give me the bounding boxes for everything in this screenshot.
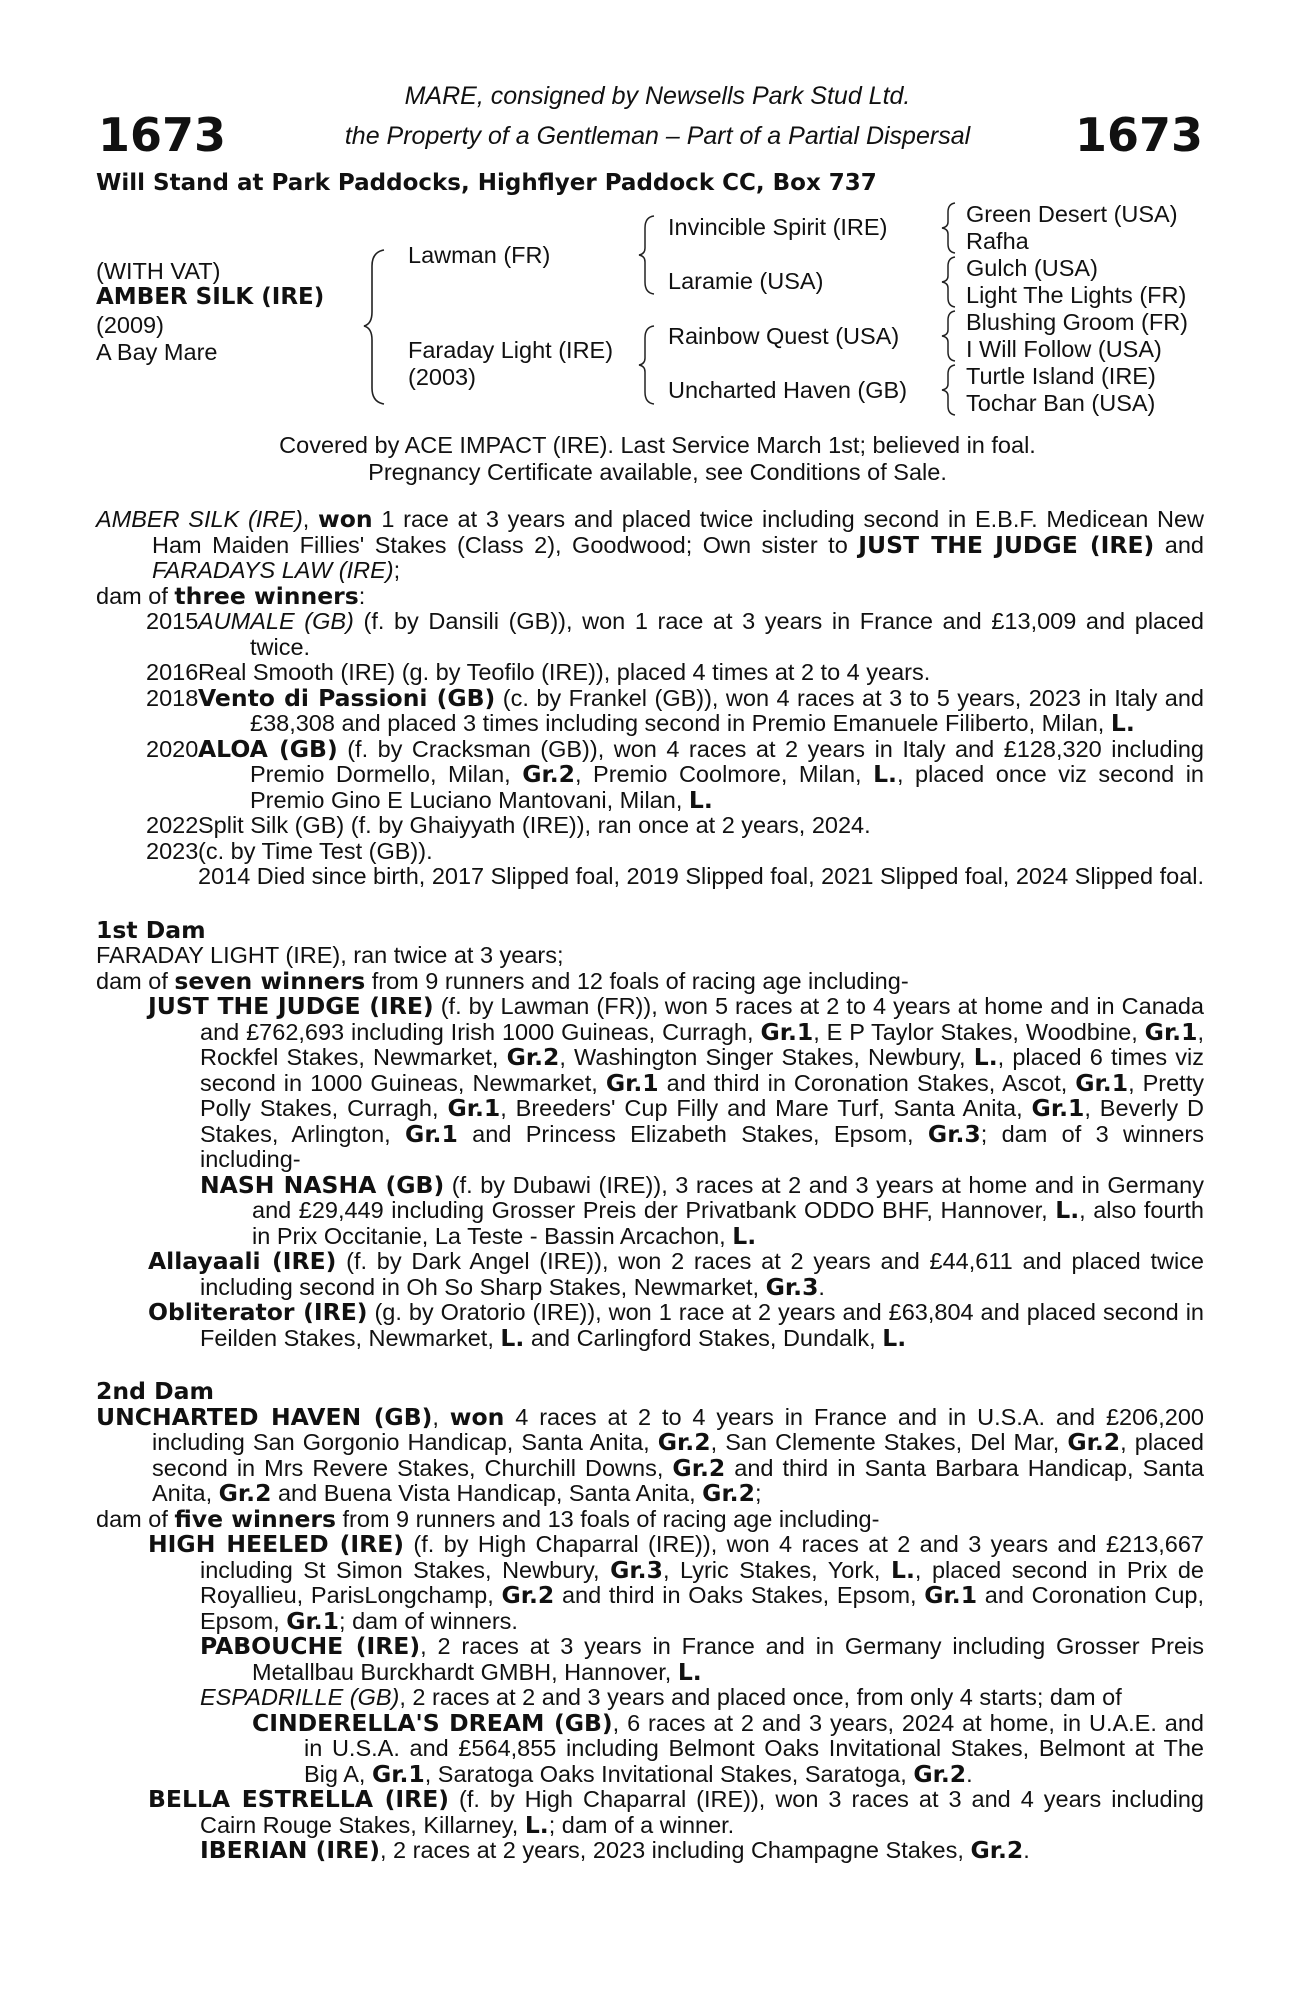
stand-location: Will Stand at Park Paddocks, Highflyer Paddock CC, Box 737 [96,170,877,196]
dam-dam: Uncharted Haven (GB) [668,377,908,403]
grade: Gr.2 [1067,1428,1121,1456]
offspring-text: , Breeders' Cup Filly and Mare Turf, Santa Anita, [500,1095,1032,1121]
dam-sire: Rainbow Quest (USA) [668,323,900,349]
grade: Gr.1 [447,1094,501,1122]
offspring-text: (f. by High Chaparral (IRE)), won 4 races at 2 and 3 years and £213,667 including St Simon Stakes, Newbury, [200,1531,1204,1583]
property-line: the Property of a Gentleman – Part of a Partial Dispersal [344,122,971,150]
progeny-year: 2020 [146,735,199,762]
offspring-text: and Coronation Cup, Epsom, [200,1582,1204,1634]
offspring-text: , 2 races at 3 years in France and in Germany including Grosser Preis Metallbau Burckhardt GMBH, Hannover, [252,1633,1205,1685]
progeny-name: ALOA (GB) [198,734,338,763]
offspring-text: , Rockfel Stakes, Newmarket, [200,1018,1204,1070]
progeny-name: Vento di Passioni (GB) [198,683,496,712]
offspring-text: , Pretty Polly Stakes, Curragh, [200,1069,1204,1121]
consignor-line: MARE, consigned by Newsells Park Stud Ltd. [404,82,911,110]
pedigree-brace-dam [636,322,658,408]
offspring-text: , Beverly D Stakes, Arlington, [200,1095,1205,1147]
dam-of-winners: three winners [174,581,359,610]
progeny-name: Split Silk (GB) [198,812,345,838]
grade: Gr.3 [765,1272,819,1301]
grade: Gr.2 [657,1428,711,1456]
pedigree-brace-ss [940,200,958,256]
progeny-year: 2016 [146,659,199,685]
offspring-text: , E P Taylor Stakes, Woodbine, [813,1018,1145,1045]
progeny-grade: Gr.2 [522,760,575,788]
progeny-desc: (c. by Frankel (GB)), won 4 races at 3 to 5 years, 2023 in Italy and £38,308 and placed 3 times including second in Premio Emanuele Filiberto, Milan, [250,684,1205,736]
sire: Lawman (FR) [408,242,551,268]
offspring-just-the-judge [96,994,1204,1173]
offspring-text: and third in Coronation Stakes, Ascot, [658,1069,1076,1096]
dam-year: (2003) [408,364,476,390]
dam-of-label: dam of [96,582,175,609]
covered-line-1: Covered by ACE IMPACT (IRE). Last Service March 1st; believed in foal. [279,432,1036,458]
dam: Faraday Light (IRE) [408,337,614,363]
progeny-desc: (g. by Teofilo (IRE)), placed 4 times at 2 to 4 years. [395,659,931,685]
progeny-grade: L. [688,785,713,814]
progeny-desc: , Premio Coolmore, Milan, [575,761,874,787]
ddd: Tochar Ban (USA) [966,390,1156,416]
offspring-text: . [966,1760,973,1787]
offspring-text: , Lyric Stakes, York, [662,1556,891,1583]
intro-name: AMBER SILK (IRE) [96,506,303,532]
grade: L. [882,1323,907,1352]
grade: L. [890,1555,915,1584]
progeny-text [198,839,1204,865]
dam-of-colon: : [358,582,366,609]
grade: Gr.1 [286,1606,340,1635]
progeny-name: Real Smooth (IRE) [198,659,396,685]
offspring-text: ; dam of winners. [339,1607,518,1634]
offspring-name: BELLA ESTRELLA (IRE) [148,1785,450,1813]
sss: Green Desert (USA) [966,201,1178,227]
sdd: Light The Lights (FR) [966,282,1187,308]
offspring-nash-nasha [96,1170,1204,1250]
progeny-desc: (f. by Cracksman (GB)), won 4 races at 2 years in Italy and £128,320 including Premio Dormello, Milan, [250,735,1204,787]
offspring-name: NASH NASHA (GB) [200,1170,445,1199]
progeny-text [198,813,1204,839]
progeny-desc: (f. by Ghaiyyath (IRE)), ran once at 2 years, 2024. [344,812,871,838]
dss: Blushing Groom (FR) [966,309,1188,335]
pedigree-brace-sd [940,254,958,310]
first-dam-heading: 1st Dam [96,915,206,944]
offspring-espadrille [96,1685,1204,1711]
progeny-note-spacer [96,864,198,890]
offspring-allayaali [96,1249,1204,1300]
offspring-text: (f. by Dubawi (IRE)), 3 races at 2 and 3 years at home and in Germany and £29,449 including Grosser Preis der Privatbank ODDO BHF, Hannover, [252,1171,1204,1223]
offspring-name: IBERIAN (IRE) [200,1836,380,1864]
progeny-row [96,660,1204,686]
progeny-row [96,839,1204,865]
grade: Gr.2 [218,1479,272,1507]
dam-of-winners: five winners [174,1504,336,1533]
grade: Gr.2 [970,1836,1024,1864]
progeny-grade: L. [1110,709,1135,737]
horse-name: AMBER SILK (IRE) [96,284,325,310]
progeny-note: 2014 Died since birth, 2017 Slipped foal, 2019 Slipped foal, 2021 Slipped foal, 2024 Slipped foal. [198,863,1205,889]
offspring-high-heeled [96,1532,1204,1634]
grade: Gr.1 [605,1068,659,1097]
intro-sister-1: JUST THE JUDGE (IRE) [858,530,1155,559]
second-dam-name: UNCHARTED HAVEN (GB) [96,1402,433,1431]
offspring-text: and Carlingford Stakes, Dundalk, [524,1324,883,1351]
offspring-name: Obliterator (IRE) [148,1298,368,1326]
second-dam-text: and Buena Vista Handicap, Santa Anita, [271,1480,703,1506]
second-dam-text: , placed second in Mrs Revere Stakes, Churchill Downs, [152,1429,1204,1481]
sire-sire: Invincible Spirit (IRE) [668,214,888,240]
offspring-text: , Washington Singer Stakes, Newbury, [559,1044,974,1070]
grade: Gr.1 [371,1759,425,1788]
offspring-text: , 2 races at 2 years, 2023 including Champagne Stakes, [379,1837,971,1863]
catalogue-body [96,507,1204,1864]
second-dam-text: , San Clemente Stakes, Del Mar, [710,1429,1068,1455]
dam-of-line [96,581,1204,610]
grade: Gr.1 [760,1017,814,1046]
second-dam-text: ; [754,1480,762,1506]
offspring-text: , 6 races at 2 and 3 years, 2024 at home, in U.A.E. and in U.S.A. and £564,855 including Belmont Oaks Invitational Stakes, Belmont at The Big A, [304,1709,1204,1787]
offspring-text: , placed second in Prix de Royallieu, ParisLongchamp, [200,1556,1205,1608]
progeny-text [198,609,1204,660]
offspring-text: . [1023,1837,1030,1863]
offspring-text: (f. by Lawman (FR)), won 5 races at 2 to 4 years at home and in Canada and £762,693 including Irish 1000 Guineas, Curragh, [200,993,1204,1045]
grade: L. [732,1221,757,1250]
grade: Gr.3 [610,1555,663,1584]
offspring-name: HIGH HEELED (IRE) [148,1530,405,1558]
offspring-text: , Saratoga Oaks Invitational Stakes, Saratoga, [424,1760,914,1787]
first-dam-produce [96,966,1204,995]
progeny-desc: (f. by Dansili (GB)), won 1 race at 3 years in France and £13,009 and placed twice. [250,608,1204,660]
grade: Gr.2 [672,1453,726,1482]
second-dam-heading: 2nd Dam [96,1377,214,1405]
second-dam-produce [96,1504,1204,1533]
grade: L. [524,1810,549,1839]
offspring-text: (f. by High Chaparral (IRE)), won 3 races at 3 and 4 years including Cairn Rouge Stakes, Killarney, [200,1786,1204,1838]
progeny-desc: (c. by Time Test (GB)). [198,837,433,864]
dsd: I Will Follow (USA) [966,336,1162,362]
lot-number-right: 1673 [1074,108,1203,162]
intro-sister-2: FARADAYS LAW (IRE) [152,557,394,583]
grade: L. [500,1323,525,1352]
progeny-desc: , placed once viz second in Premio Gino E Luciano Mantovani, Milan, [250,761,1204,813]
offspring-cinderellas-dream [96,1708,1204,1788]
horse-year: (2009) [96,312,164,338]
pedigree-brace-main [362,246,392,406]
grade: Gr.2 [506,1043,560,1071]
progeny-text [198,734,1204,814]
grade: Gr.2 [501,1581,555,1609]
intro-text-2: and [1154,531,1204,558]
intro-paragraph: AMBER SILK (IRE), won 1 race at 3 years and placed twice including second in E.B.F. Medicean New Ham Maiden Fillies' Stakes (Class 2), Goodwood; Own sister to JUST THE JUDGE (IRE) and FARADAYS LAW (IRE); [96,505,1204,583]
progeny-year: 2018 [146,684,199,711]
offspring-pabouche [96,1634,1204,1685]
offspring-text: and Princess Elizabeth Stakes, Epsom, [457,1120,928,1147]
ssd: Rafha [966,228,1029,254]
progeny-note-row [96,864,1204,890]
covered-note [0,432,1315,486]
progeny-year: 2022 [146,812,199,838]
offspring-text: . [818,1273,825,1300]
offspring-name: PABOUCHE (IRE) [200,1632,421,1660]
offspring-name: ESPADRILLE (GB) [200,1684,400,1710]
grade: Gr.1 [1144,1017,1198,1046]
progeny-row [96,609,1204,660]
first-dam-line: FARADAY LIGHT (IRE), ran twice at 3 years; [96,942,564,968]
sire-dam: Laramie (USA) [668,268,824,294]
grade: Gr.1 [405,1119,458,1148]
horse-vat: (WITH VAT) [96,258,221,284]
offspring-text: and third in Oaks Stakes, Epsom, [554,1582,925,1608]
offspring-text: , placed 6 times viz second in 1000 Guineas, Newmarket, [200,1044,1204,1096]
progeny-row [96,683,1205,737]
grade: Gr.1 [1075,1068,1129,1097]
offspring-obliterator [96,1300,1204,1351]
progeny-name: AUMALE (GB) [198,608,354,634]
offspring-bella-estrella [96,1787,1204,1838]
second-dam-text: and third in Santa Barbara Handicap, Santa Anita, [152,1454,1204,1506]
progeny-text [198,660,1204,686]
progeny-row [96,734,1204,814]
grade: Gr.2 [913,1759,967,1788]
offspring-text: (f. by Dark Angel (IRE)), won 2 races at 2 years and £44,611 and placed twice including second in Oh So Sharp Stakes, Newmarket, [200,1248,1204,1300]
covered-line-2: Pregnancy Certificate available, see Conditions of Sale. [368,459,947,485]
offspring-iberian [96,1838,1204,1864]
intro-won: won [318,505,373,533]
offspring-name: Allayaali (IRE) [148,1247,337,1275]
progeny-grade: L. [873,760,897,788]
offspring-text: (g. by Oratorio (IRE)), won 1 race at 2 years and £63,804 and placed second in Feilden Stakes, Newmarket, [200,1299,1204,1351]
dam-of-label: dam of [96,1505,175,1532]
intro-text-3: ; [393,557,401,583]
dds: Turtle Island (IRE) [966,363,1156,389]
grade: Gr.3 [927,1119,981,1148]
offspring-text: , also fourth in Prix Occitanie, La Teste - Bassin Arcachon, [252,1197,1204,1249]
grade: Gr.1 [1031,1094,1085,1122]
offspring-text: ; dam of a winner. [548,1811,735,1838]
grade: L. [1055,1196,1080,1224]
progeny-year: 2015 [146,608,199,634]
pedigree-brace-sire [636,212,658,298]
offspring-name: JUST THE JUDGE (IRE) [148,992,434,1020]
dam-of-rest: from 9 runners and 12 foals of racing age including- [365,967,909,994]
grade: L. [677,1657,702,1686]
grade: Gr.1 [924,1581,978,1609]
dam-of-rest: from 9 runners and 13 foals of racing age including- [335,1505,880,1532]
progeny-text [198,683,1205,737]
offspring-name: CINDERELLA'S DREAM (GB) [252,1708,613,1737]
sds: Gulch (USA) [966,255,1098,281]
horse-desc: A Bay Mare [96,339,218,365]
lot-number-left: 1673 [98,108,227,162]
offspring-text: ; dam of 3 winners including- [200,1120,1204,1172]
progeny-row [96,813,1204,839]
offspring-text: , 2 races at 2 and 3 years and placed once, from only 4 starts; dam of [399,1684,1122,1710]
second-dam-text: 4 races at 2 to 4 years in France and in U.S.A. and £206,200 including San Gorgonio Handicap, Santa Anita, [152,1403,1204,1455]
intro-text-1: 1 race at 3 years and placed twice including second in E.B.F. Medicean New Ham Maiden Fillies' Stakes (Class 2), Goodwood; Own sister to [152,506,1204,558]
pedigree-brace-ds [940,308,958,364]
dam-of-winners: seven winners [174,966,366,995]
grade: Gr.2 [702,1479,755,1507]
dam-of-label: dam of [96,967,175,994]
pedigree-brace-dd [940,362,958,418]
progeny-year: 2023 [146,837,199,864]
second-dam-won: won [449,1402,505,1431]
second-dam-paragraph: UNCHARTED HAVEN (GB), won 4 races at 2 to 4 years in France and in U.S.A. and £206,200 including San Gorgonio Handicap, Santa Anita, Gr.2, San Clemente Stakes, Del Mar, Gr.2, placed second in Mrs Revere Stakes, Churchill Downs, Gr.2 and third in Santa Barbara Handicap, Santa Anita, Gr.2 and Buena Vista Handicap, Santa Anita, Gr.2; [96,1402,1204,1507]
grade: L. [973,1043,998,1071]
